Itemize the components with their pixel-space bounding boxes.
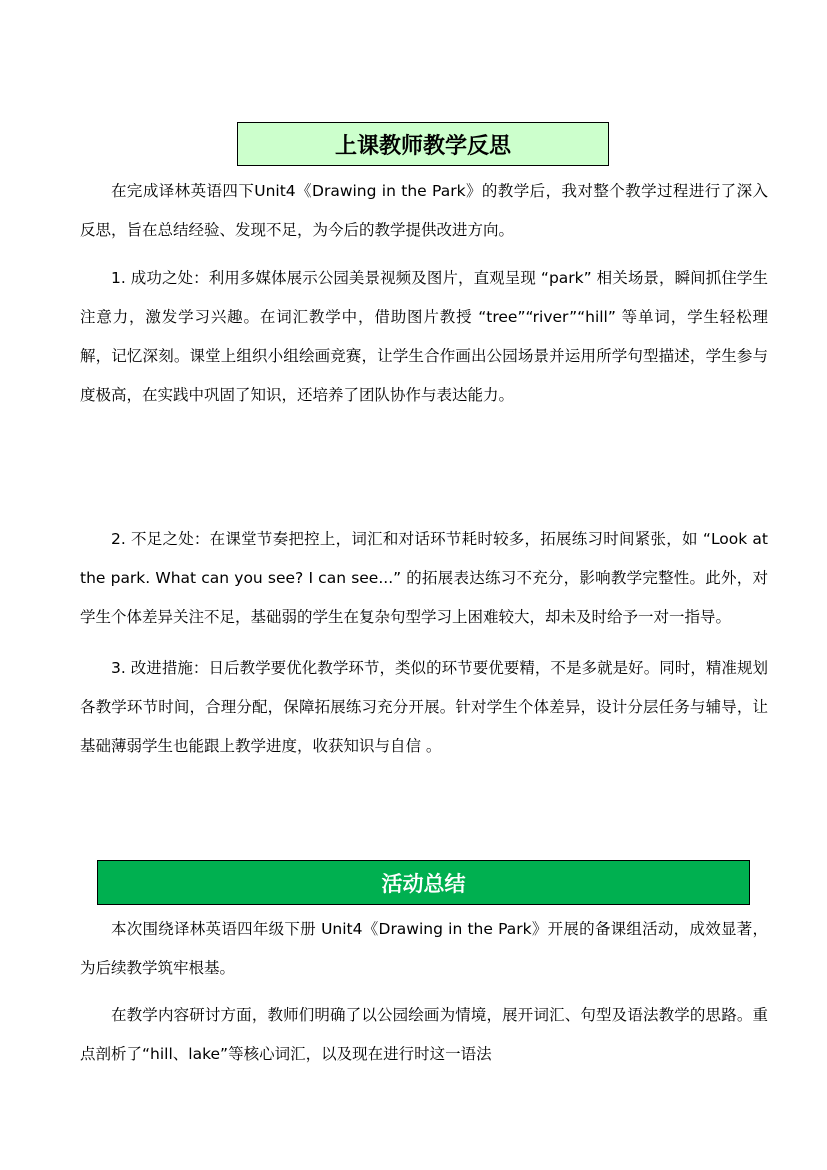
summary-content-paragraph: 在教学内容研讨方面，教师们明确了以公园绘画为情境，展开词汇、句型及语法教学的思路。重点剖析了“hill、lake”等核心词汇，以及现在进行时这一语法 (80, 1006, 768, 1063)
summary-intro-paragraph: 本次围绕译林英语四年级下册 Unit4《Drawing in the Park》开展的备课组活动，成效显著，为后续教学筑牢根基。 (80, 920, 768, 977)
reflection-title-text: 上课教师教学反思 (334, 133, 511, 159)
reflection-improvements-paragraph: 3. 改进措施：日后教学要优化教学环节，类似的环节要优要精，不是多就是好。同时，精准规划各教学环节时间，合理分配，保障拓展练习充分开展。针对学生个体差异，设计分层任务与辅导，让基础薄弱学生也能跟上教学进度，收获知识与自信 。 (80, 659, 768, 755)
activity-summary-title (97, 860, 750, 905)
activity-summary-title-text: 活动总结 (381, 871, 466, 896)
reflection-weaknesses-paragraph: 2. 不足之处：在课堂节奏把控上，词汇和对话环节耗时较多，拓展练习时间紧张，如 “Look at the park. What can you see? I can see...” 的拓展表达练习不充分，影响教学完整性。此外，对学生个体差异关注不足，基础弱的学生在复杂句型学习上困难较大，却未及时给予一对一指导。 (80, 530, 768, 626)
reflection-strengths-paragraph: 1. 成功之处：利用多媒体展示公园美景视频及图片，直观呈现 “park” 相关场景，瞬间抓住学生注意力，激发学习兴趣。在词汇教学中，借助图片教授 “tree”“river”“hill” 等单词，学生轻松理解，记忆深刻。课堂上组织小组绘画竞赛，让学生合作画出公园场景并运用所学句型描述，学生参与度极高，在实践中巩固了知识，还培养了团队协作与表达能力。 (80, 269, 768, 404)
reflection-title (237, 122, 609, 166)
reflection-intro-paragraph: 在完成译林英语四下Unit4《Drawing in the Park》的教学后，我对整个教学过程进行了深入反思，旨在总结经验、发现不足，为今后的教学提供改进方向。 (80, 182, 768, 239)
